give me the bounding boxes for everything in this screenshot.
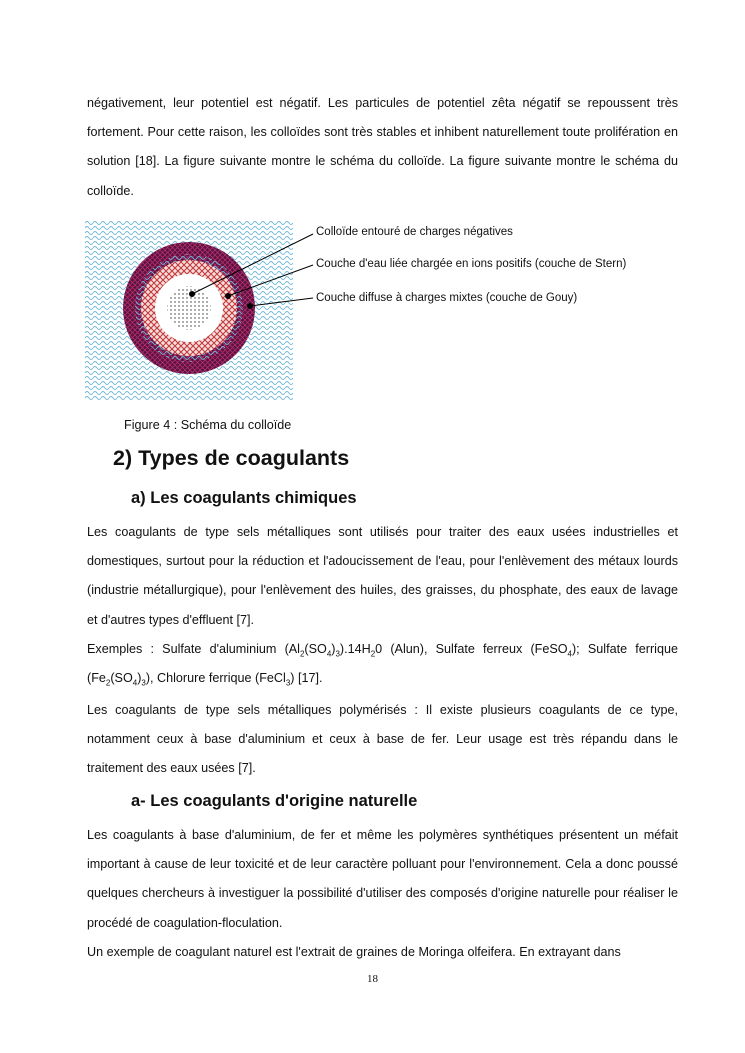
chimiques-examples-paragraph: Exemples : Sulfate d'aluminium $(Al_2(SO_4)_3).14H_20$ (Alun), Sulfate ferreux (FeSO$_4$); Sulfate ferrique $(Fe_2(SO_4)_3)$, Chlorure ferrique (FeCl$_3$) [17]. (87, 642, 678, 688)
subsection-heading-naturelle: a- Les coagulants d'origine naturelle (131, 792, 418, 810)
intro-paragraph: négativement, leur potentiel est négatif. Les particules de potentiel zêta négatif se repoussent très fortement. Pour cette raison, les colloïdes sont très stables et inhibent naturellement toute prolifération en solution [18]. La figure suivante montre le schéma du colloïde. La figure suivante montre le schéma du colloïde. (87, 96, 678, 198)
figure-label-core: Colloïde entouré de charges négatives (316, 226, 513, 238)
chimiques-paragraph-1: Les coagulants de type sels métalliques sont utilisés pour traiter des eaux usées industrielles et domestiques, surtout pour la réduction et l'adoucissement de l'eau, pour l'enlèvement des métaux lourds (industrie métallurgique), pour l'enlèvement des huiles, des graisses, du phosphate, des eaux de lavage et d'autres types d'effluent [7]. (87, 525, 678, 627)
naturelle-paragraph-1: Les coagulants à base d'aluminium, de fer et même les polymères synthétiques présentent un méfait important à cause de leur toxicité et de leur caractère polluant pour l'environnement. Cela a donc poussé quelques chercheurs à investiguer la possibilité d'utiliser des composés d'origine naturelle pour réaliser le procédé de coagulation-floculation. (87, 828, 678, 930)
page-number: 18 (367, 973, 378, 985)
colloid-diagram (85, 220, 685, 400)
naturelle-paragraph-2: Un exemple de coagulant naturel est l'extrait de graines de Moringa olfeifera. En extrayant dans (87, 945, 621, 959)
figure-label-stern: Couche d'eau liée chargée en ions positifs (couche de Stern) (316, 258, 627, 270)
chimiques-paragraph-3: Les coagulants de type sels métalliques polymérisés : Il existe plusieurs coagulants de ce type, notamment ceux à base d'aluminium et ceux à base de fer. Leur usage est très répandu dans le traitement des eaux usées [7]. (87, 703, 678, 775)
section-heading: 2) Types de coagulants (113, 446, 350, 470)
colloid-core (167, 286, 211, 330)
figure-caption: Figure 4 : Schéma du colloïde (124, 418, 292, 432)
subsection-heading-chimiques: a) Les coagulants chimiques (131, 489, 357, 507)
colloid-figure (85, 220, 685, 400)
figure-label-gouy: Couche diffuse à charges mixtes (couche de Gouy) (316, 292, 578, 304)
